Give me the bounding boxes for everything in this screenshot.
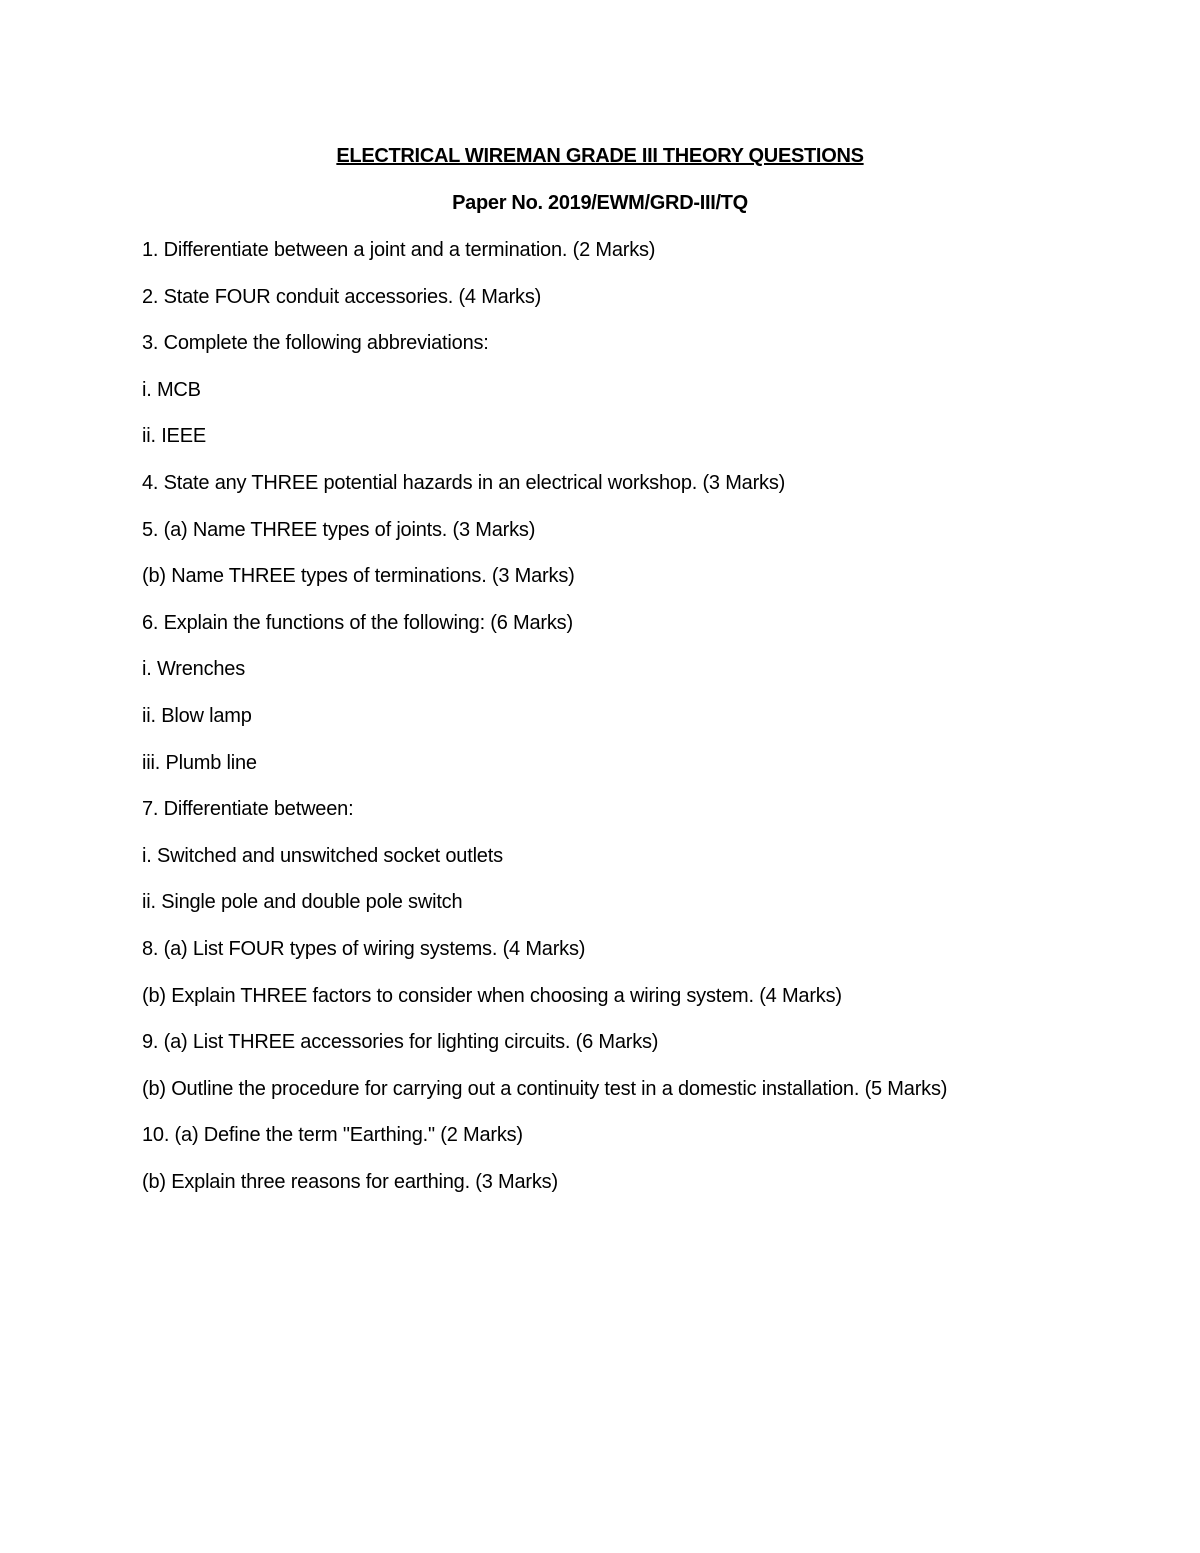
question-line: 4. State any THREE potential hazards in an electrical workshop. (3 Marks): [142, 471, 786, 494]
question-line: ii. Single pole and double pole switch: [142, 891, 463, 914]
document-title: ELECTRICAL WIREMAN GRADE III THEORY QUESTIONS: [336, 145, 864, 167]
question-line: (b) Outline the procedure for carrying out a continuity test in a domestic installation. (5 Marks): [142, 1077, 948, 1100]
paper-number: Paper No. 2019/EWM/GRD-III/TQ: [452, 192, 748, 214]
question-line: i. Switched and unswitched socket outlets: [142, 844, 503, 867]
question-line: (b) Explain THREE factors to consider when choosing a wiring system. (4 Marks): [142, 984, 842, 1007]
question-list: [142, 236, 1142, 1214]
question-line: iii. Plumb line: [142, 751, 257, 774]
question-line: i. MCB: [142, 378, 201, 401]
question-line: 7. Differentiate between:: [142, 798, 354, 821]
question-line: ii. Blow lamp: [142, 704, 252, 727]
question-line: 9. (a) List THREE accessories for lighting circuits. (6 Marks): [142, 1031, 659, 1054]
question-line: i. Wrenches: [142, 658, 246, 681]
question-line: ii. IEEE: [142, 425, 206, 448]
question-line: 10. (a) Define the term "Earthing." (2 Marks): [142, 1124, 523, 1147]
question-line: 5. (a) Name THREE types of joints. (3 Marks): [142, 518, 536, 541]
question-line: 3. Complete the following abbreviations:: [142, 332, 489, 355]
question-line: 1. Differentiate between a joint and a termination. (2 Marks): [142, 239, 656, 261]
question-line: 6. Explain the functions of the following: (6 Marks): [142, 611, 573, 634]
question-line: 2. State FOUR conduit accessories. (4 Marks): [142, 285, 542, 308]
question-line: (b) Explain three reasons for earthing. (3 Marks): [142, 1170, 558, 1193]
question-line: 8. (a) List FOUR types of wiring systems. (4 Marks): [142, 937, 586, 960]
question-line: (b) Name THREE types of terminations. (3 Marks): [142, 565, 575, 588]
